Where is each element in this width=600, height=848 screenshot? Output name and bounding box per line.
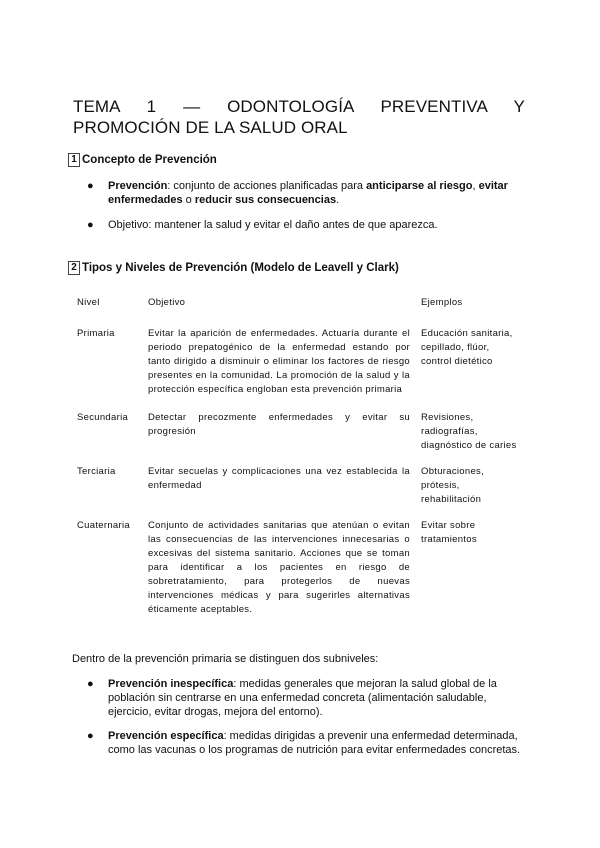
bullet-especifica (87, 729, 524, 757)
example-line: Educación sanitaria, (421, 328, 513, 339)
term-especifica: Prevención específica (108, 730, 224, 742)
objective-cell: Detectar precozmente enfermedades y evitar su progresión (148, 412, 410, 437)
bullet-inespecifica (87, 677, 524, 719)
table-row (72, 519, 524, 631)
examples-cell (416, 519, 524, 631)
examples-cell (416, 465, 524, 519)
examples-cell (416, 411, 524, 465)
level-cell: Primaria (77, 328, 115, 339)
bullet-text: Objetivo: mantener la salud y evitar el daño antes de que aparezca. (108, 219, 438, 231)
example-line: diagnóstico de caries (421, 440, 517, 451)
subniveles-intro: Dentro de la prevención primaria se distinguen dos subniveles: (72, 653, 379, 665)
objective-cell: Evitar la aparición de enfermedades. Actuaría durante el periodo prepatogénico de la enfermedad estando por tanto dirigido a disminuir o eliminar los factores de riesgo presentes en la comunidad. La promoción de la salud y la protección específica engloban esta prevención primaria (148, 328, 410, 395)
level-cell: Cuaternaria (77, 520, 130, 531)
example-line: cepillado, flúor, (421, 342, 490, 353)
example-line: radiografías, (421, 426, 478, 437)
bullet-dot: ● (87, 678, 94, 690)
term-inespecifica: Prevención inespecífica (108, 678, 234, 690)
section-2-heading (68, 261, 399, 275)
section-number-badge: 2 (68, 261, 80, 275)
bullet-text: . (336, 194, 340, 206)
section-1-heading (68, 153, 217, 167)
objective-cell: Evitar secuelas y complicaciones una vez establecida la enfermedad (148, 466, 410, 491)
example-line: Obturaciones, (421, 466, 485, 477)
bullet-objetivo (87, 218, 524, 232)
table-row (72, 327, 524, 411)
bullet-dot: ● (87, 219, 94, 231)
example-line: rehabilitación (421, 494, 482, 505)
section-2-title: Tipos y Niveles de Prevención (Modelo de Leavell y Clark) (82, 262, 399, 274)
bullet-text: : medidas dirigidas a prevenir una enfermedad determinada, como las vacunas o los programas de nutrición para evitar enfermedades concretas. (108, 730, 521, 756)
table-row (72, 465, 524, 519)
bold-phrase: evitar enfermedades (108, 180, 508, 206)
example-line: Revisiones, (421, 412, 474, 423)
bold-phrase: reducir sus consecuencias (194, 194, 337, 206)
example-line: Evitar sobre (421, 520, 476, 531)
prevention-levels-table (72, 293, 524, 631)
examples-cell (416, 327, 524, 411)
example-line: prótesis, (421, 480, 460, 491)
bullet-dot: ● (87, 730, 94, 742)
header-nivel: Nivel (77, 297, 100, 308)
bullet-text: o (182, 194, 195, 206)
section-1-title: Concepto de Prevención (82, 154, 217, 166)
example-line: tratamientos (421, 534, 477, 545)
table-row (72, 411, 524, 465)
header-objetivo: Objetivo (148, 297, 186, 308)
table-header-row (72, 293, 524, 327)
document-title: TEMA 1 — ODONTOLOGÍA PREVENTIVA Y PROMOCIÓN DE LA SALUD ORAL (73, 97, 525, 137)
objective-cell: Conjunto de actividades sanitarias que atenúan o evitan las consecuencias de las intervenciones innecesarias o excesivas del sistema sanitario. Acciones que se toman para identificar a los pacientes en riesgo de sobretratamiento, para protegerlos de nuevas intervenciones médicas y para sugerirles alternativas éticamente aceptables. (148, 520, 410, 615)
bullet-text: : conjunto de acciones planificadas para (167, 180, 367, 192)
bullet-dot: ● (87, 180, 94, 192)
level-cell: Terciaria (77, 466, 116, 477)
bold-phrase: anticiparse al riesgo (366, 180, 473, 192)
level-cell: Secundaria (77, 412, 129, 423)
bullet-text: , (472, 180, 479, 192)
bullet-text: : medidas generales que mejoran la salud global de la población sin centrarse en una enfermedad concreta (alimentación saludable, ejercicio, evitar drogas, mejora del entorno). (108, 678, 497, 718)
example-line: control dietético (421, 356, 493, 367)
section-number-badge: 1 (68, 153, 80, 167)
bullet-prevencion (87, 179, 524, 207)
term-prevencion: Prevención (108, 180, 168, 192)
header-ejemplos: Ejemplos (421, 297, 463, 308)
